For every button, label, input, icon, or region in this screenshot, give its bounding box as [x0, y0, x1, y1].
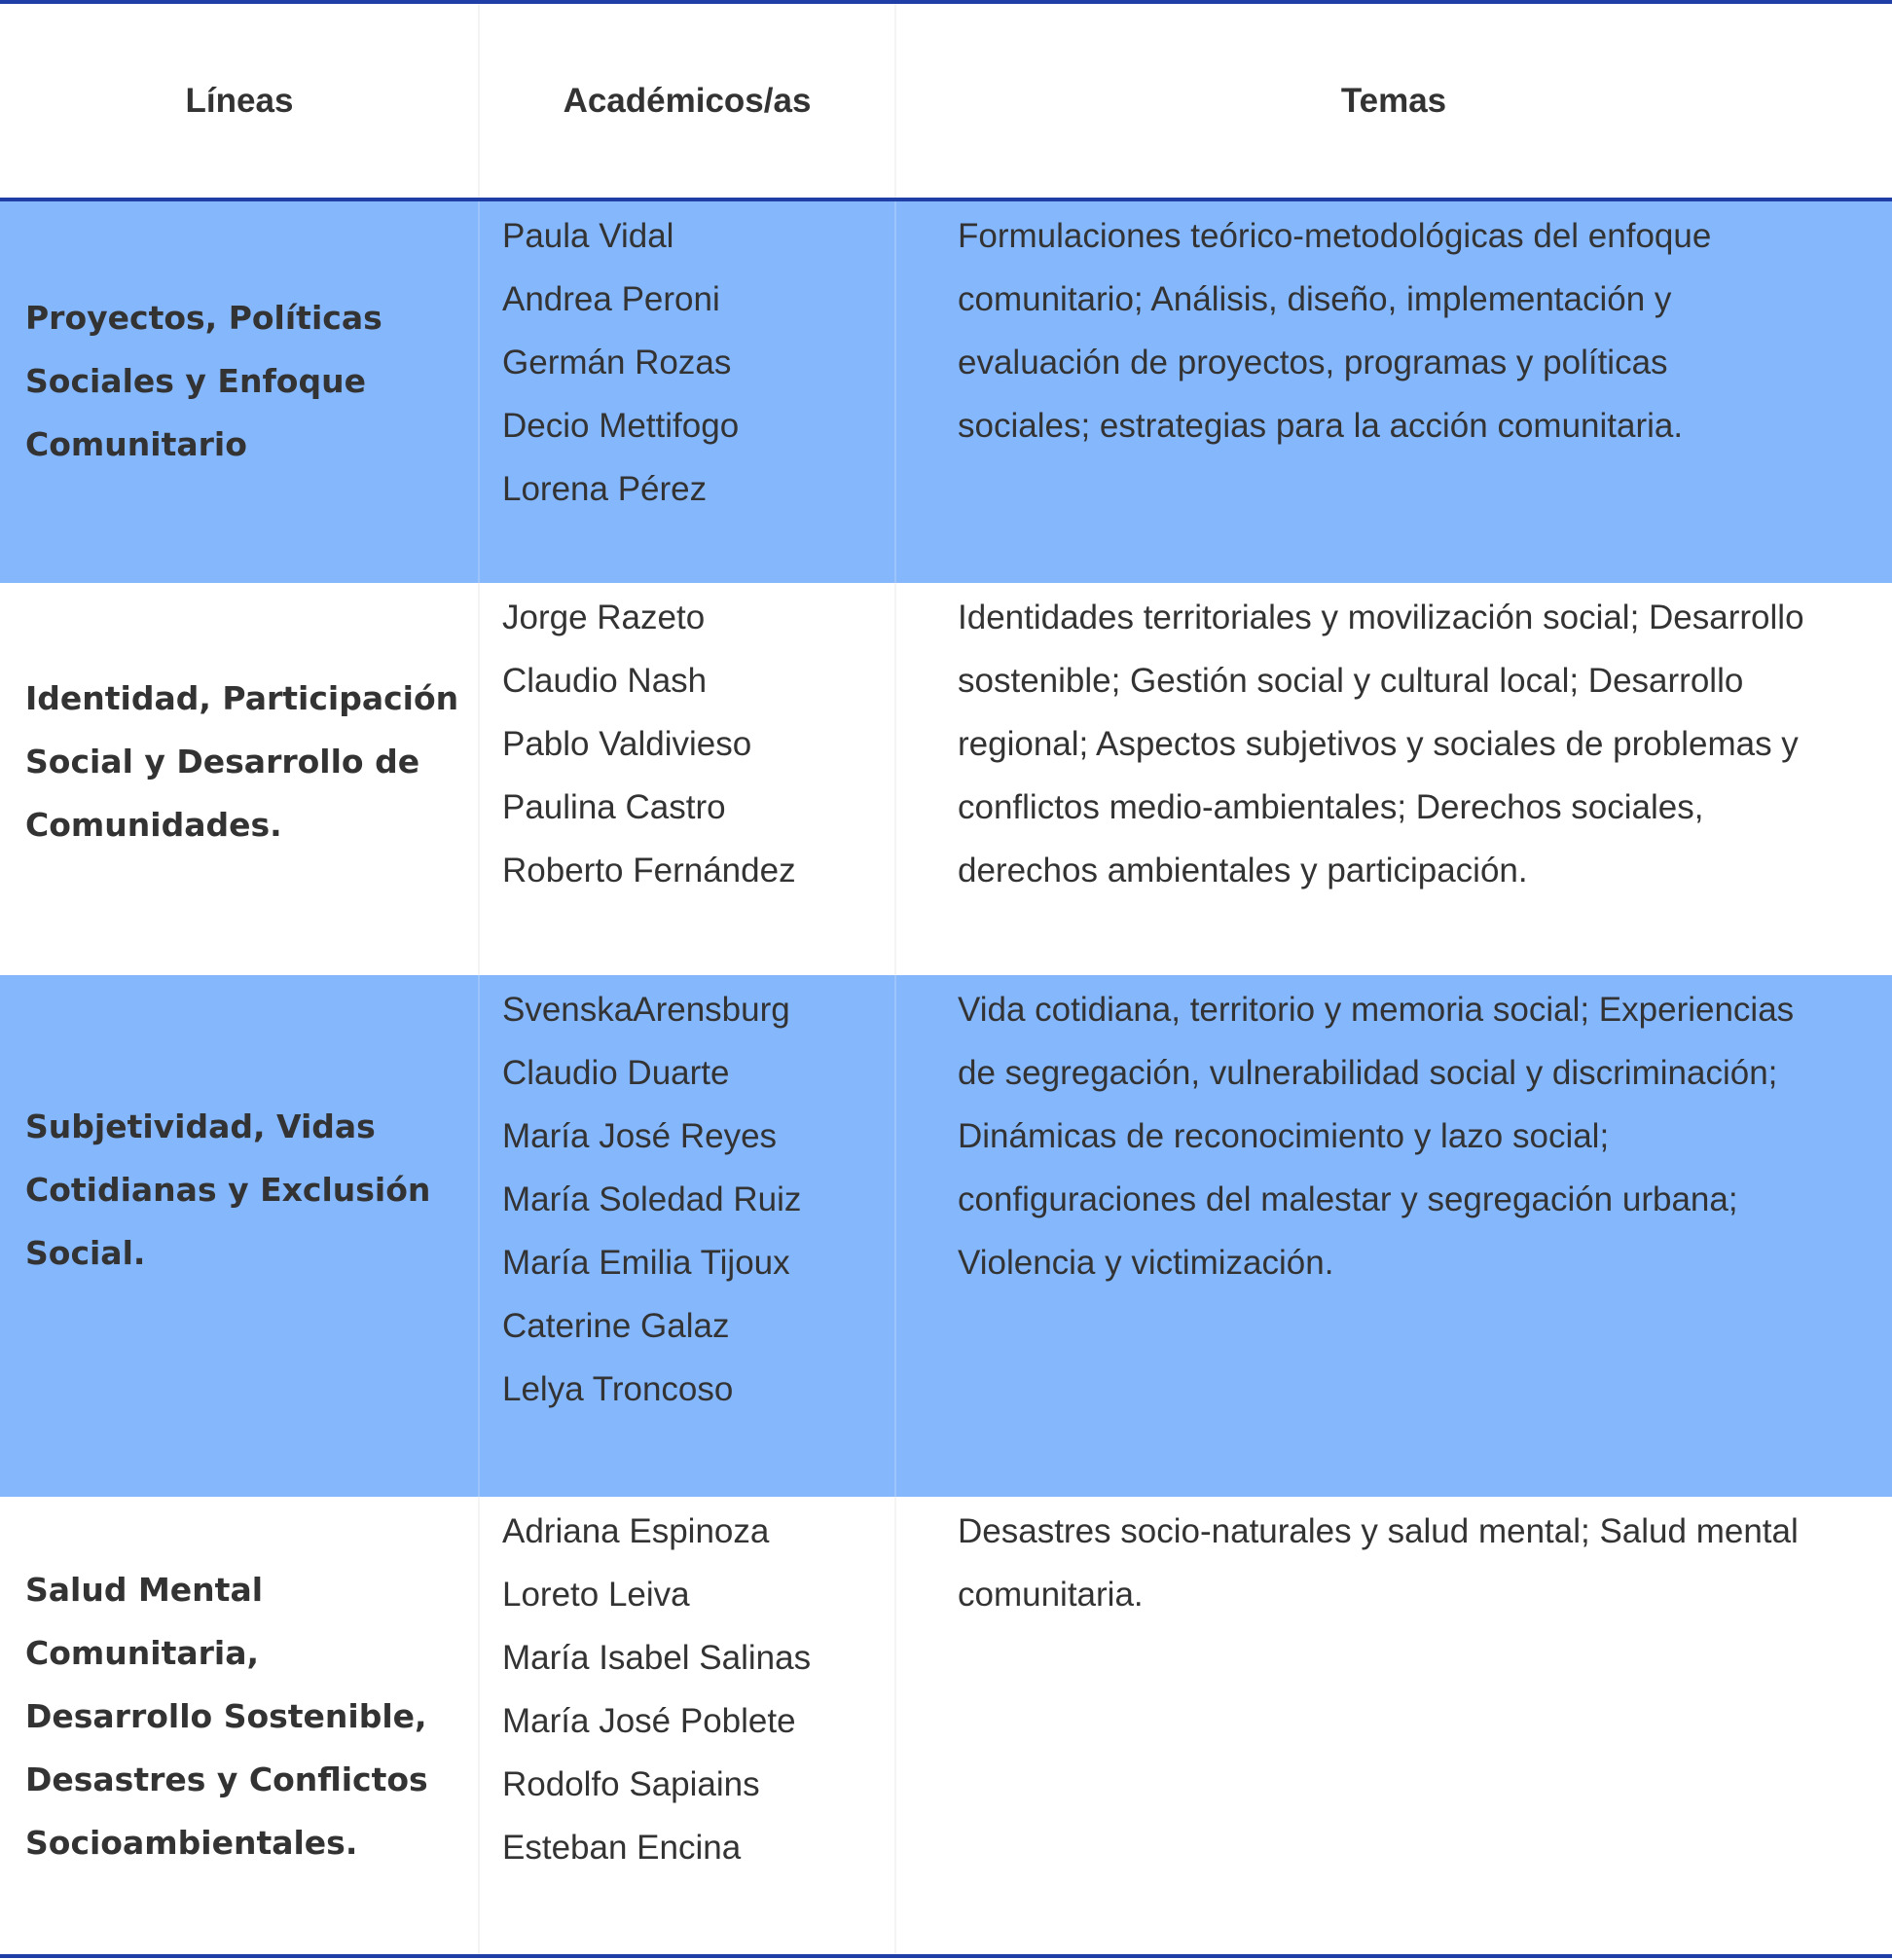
table-bottom-rule — [0, 1954, 1892, 1958]
header-academicos: Académicos/as — [563, 81, 812, 120]
academico-name: Decio Mettifogo — [502, 407, 740, 445]
academico-name: Loreto Leiva — [502, 1576, 690, 1614]
academicos-cell — [502, 586, 891, 902]
temas-cell — [958, 204, 1873, 457]
academico-name: María Soledad Ruiz — [502, 1180, 802, 1218]
column-divider — [478, 1497, 480, 1954]
academicos-cell — [502, 1500, 891, 1879]
column-divider — [894, 975, 896, 1497]
temas-text: Desastres socio-naturales y salud mental; Salud mental comunitaria. — [958, 1512, 1799, 1614]
temas-text: Vida cotidiana, territorio y memoria social; Experiencias de segregación, vulnerabilidad social y discriminación; Dinámicas de reconocimiento y lazo social; configuraciones del malestar y segregación urbana; Violencia y victimización. — [958, 991, 1795, 1282]
column-divider — [894, 1497, 896, 1954]
academico-name: Esteban Encina — [502, 1829, 742, 1867]
linea-cell — [25, 583, 468, 975]
linea-name: Proyectos, Políticas Sociales y Enfoque Comunitario — [25, 298, 382, 463]
column-divider — [894, 201, 896, 583]
linea-cell — [25, 1497, 468, 1954]
academico-name: María Isabel Salinas — [502, 1639, 812, 1677]
column-divider — [478, 975, 480, 1497]
header-lineas: Líneas — [185, 81, 294, 120]
academico-name: Rodolfo Sapiains — [502, 1765, 760, 1803]
academico-name: María Emilia Tijoux — [502, 1244, 790, 1282]
linea-name: Identidad, Participación Social y Desarrollo de Comunidades. — [25, 679, 459, 844]
academico-name: María José Reyes — [502, 1117, 778, 1155]
academico-name: Andrea Peroni — [502, 280, 720, 318]
table-row — [0, 975, 1892, 1497]
linea-cell — [25, 975, 468, 1497]
table-row — [0, 1497, 1892, 1954]
academicos-cell — [502, 978, 891, 1421]
temas-cell — [958, 978, 1873, 1294]
academico-name: SvenskaArensburg — [502, 991, 790, 1029]
academico-name: Claudio Nash — [502, 662, 708, 700]
column-divider — [478, 583, 480, 975]
linea-name: Salud Mental Comunitaria, Desarrollo Sostenible, Desastres y Conflictos Socioambientales. — [25, 1570, 428, 1862]
academicos-cell — [502, 204, 891, 521]
academico-name: María José Poblete — [502, 1702, 796, 1740]
temas-text: Formulaciones teórico-metodológicas del enfoque comunitario; Análisis, diseño, implementación y evaluación de proyectos, programas y políticas sociales; estrategias para la acción comunitaria. — [958, 217, 1712, 445]
academico-name: Lelya Troncoso — [502, 1370, 734, 1408]
temas-cell — [958, 586, 1873, 902]
column-divider — [478, 201, 480, 583]
temas-text: Identidades territoriales y movilización social; Desarrollo sostenible; Gestión social y cultural local; Desarrollo regional; Aspectos subjetivos y sociales de problemas y conflictos medio-ambientales; Derechos sociales, derechos ambientales y participación. — [958, 599, 1804, 889]
table-row — [0, 583, 1892, 975]
table-row — [0, 201, 1892, 583]
academico-name: Claudio Duarte — [502, 1054, 730, 1092]
academico-name: Paulina Castro — [502, 788, 726, 826]
table-header-row — [0, 4, 1892, 198]
header-column-divider — [894, 4, 896, 198]
header-temas: Temas — [1340, 81, 1447, 120]
academico-name: Lorena Pérez — [502, 470, 708, 508]
academico-name: Adriana Espinoza — [502, 1512, 770, 1550]
academico-name: Paula Vidal — [502, 217, 674, 255]
academico-name: Caterine Galaz — [502, 1307, 730, 1345]
academico-name: Jorge Razeto — [502, 599, 706, 636]
academico-name: Roberto Fernández — [502, 852, 796, 889]
academico-name: Germán Rozas — [502, 344, 732, 381]
academico-name: Pablo Valdivieso — [502, 725, 752, 763]
header-column-divider — [478, 4, 480, 198]
linea-name: Subjetividad, Vidas Cotidianas y Exclusión Social. — [25, 1107, 431, 1272]
temas-cell — [958, 1500, 1873, 1626]
column-divider — [894, 583, 896, 975]
linea-cell — [25, 201, 468, 583]
